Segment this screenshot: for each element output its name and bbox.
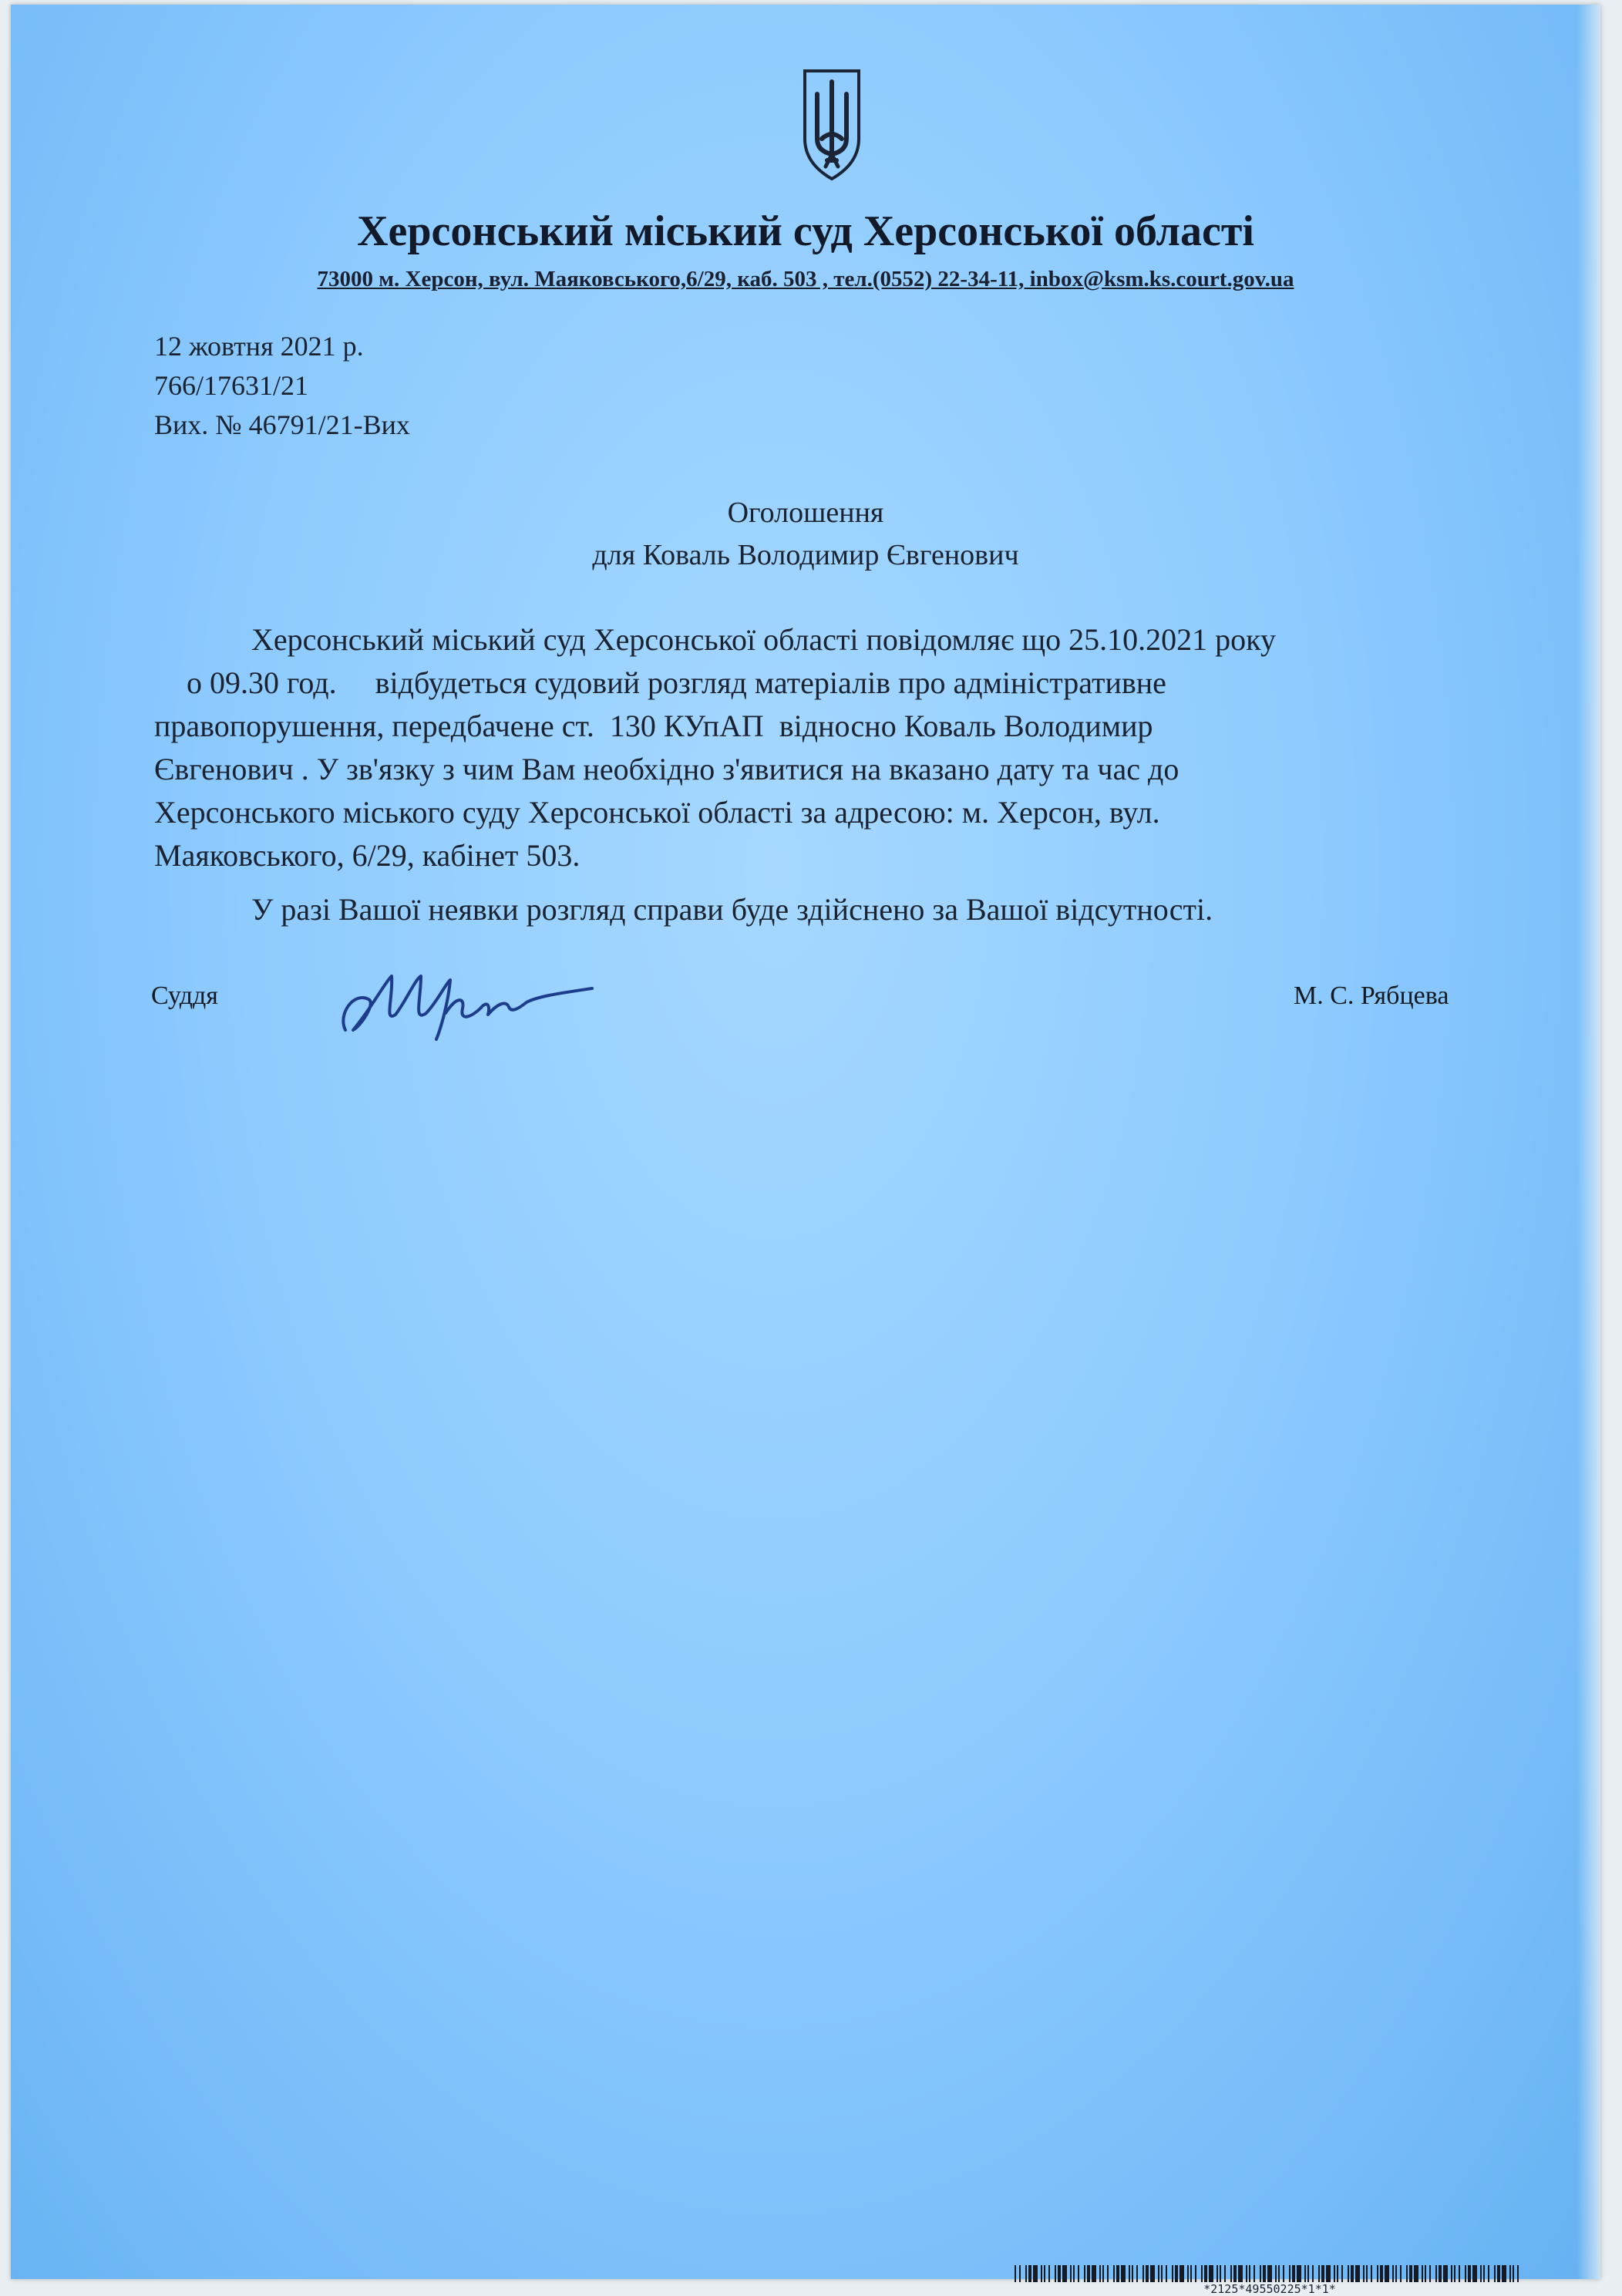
barcode-bar: [1062, 2265, 1067, 2282]
barcode-bar: [1146, 2265, 1149, 2282]
barcode-bar: [1107, 2265, 1109, 2282]
barcode-bar: [1121, 2265, 1126, 2282]
body-line-7: У разі Вашої неявки розгляд справи буде здійснено за Вашої відсутності.: [251, 892, 1213, 927]
handwritten-signature: [330, 953, 607, 1045]
barcode-bar: [1289, 2265, 1291, 2282]
barcode-bar: [1220, 2265, 1221, 2282]
barcode-bar: [1246, 2265, 1247, 2282]
barcode-bar: [1509, 2265, 1511, 2282]
barcode-bar: [1443, 2265, 1448, 2282]
barcode-bar: [1190, 2265, 1192, 2282]
barcode-bar: [1179, 2265, 1184, 2282]
barcode-bar: [1483, 2265, 1485, 2282]
barcode-bar: [1187, 2265, 1189, 2282]
barcode-bar: [1292, 2265, 1295, 2282]
barcode-bar: [1465, 2265, 1466, 2282]
barcode-bar: [1326, 2265, 1331, 2282]
barcode-bar: [1044, 2265, 1045, 2282]
barcode-bar: [1321, 2265, 1324, 2282]
notice-title: Оголошення: [727, 497, 884, 529]
barcode-bar: [1414, 2265, 1418, 2282]
body-line-1: Херсонський міський суд Херсонської області повідомляє що 25.10.2021 року: [251, 622, 1277, 657]
barcode-bar: [1175, 2265, 1178, 2282]
barcode-bar: [1195, 2265, 1196, 2282]
barcode-bar: [1087, 2265, 1090, 2282]
barcode-bar: [1224, 2265, 1226, 2282]
barcode-bar: [1385, 2265, 1389, 2282]
barcode-bar: [1260, 2265, 1261, 2282]
notice-addressee: для Коваль Володимир Євгенович: [592, 539, 1019, 571]
barcode-bar: [1341, 2265, 1343, 2282]
barcode-bar: [1480, 2265, 1482, 2282]
barcode-bar: [1230, 2265, 1232, 2282]
barcode-bar: [1468, 2265, 1471, 2282]
body-line-2: о 09.30 год. відбудеться судовий розгляд матеріалів про адміністративне: [187, 665, 1166, 700]
barcode-bar: [1136, 2265, 1138, 2282]
barcode-bar: [1395, 2265, 1397, 2282]
barcode-bar: [1392, 2265, 1394, 2282]
barcode-bar: [1304, 2265, 1306, 2282]
barcode-bar: [1041, 2265, 1042, 2282]
barcode-bar: [1502, 2265, 1506, 2282]
document-date: 12 жовтня 2021 р.: [154, 331, 364, 362]
barcode-bar: [1161, 2265, 1163, 2282]
barcode-bar: [1201, 2265, 1203, 2282]
barcode-bar: [1337, 2265, 1338, 2282]
barcode-bar: [1084, 2265, 1085, 2282]
outgoing-number: Вих. № 46791/21-Вих: [154, 409, 410, 440]
judge-label: Суддя: [151, 981, 218, 1010]
barcode-bar: [1318, 2265, 1320, 2282]
barcode-bar: [1028, 2265, 1031, 2282]
barcode-bar: [1092, 2265, 1096, 2282]
barcode-bar: [1283, 2265, 1284, 2282]
barcode-bar: [1312, 2265, 1314, 2282]
barcode-bar: [1209, 2265, 1213, 2282]
barcode-bar: [1348, 2265, 1349, 2282]
barcode-bar: [1459, 2265, 1460, 2282]
barcode-bar: [1377, 2265, 1378, 2282]
body-line-5: Херсонського міського суду Херсонської області за адресою: м. Херсон, вул.: [154, 795, 1160, 830]
barcode-bar: [1297, 2265, 1301, 2282]
barcode-bar: [1249, 2265, 1250, 2282]
barcode-bar: [1102, 2265, 1104, 2282]
barcode-bar: [1517, 2265, 1519, 2282]
barcode-bar: [1275, 2265, 1277, 2282]
barcode-bar: [1409, 2265, 1412, 2282]
body-line-3: правопорушення, передбачене ст. 130 КУпАП відносно Коваль Володимир: [154, 709, 1153, 743]
page-edge-strip: [1577, 5, 1600, 2279]
document-sheet: [11, 5, 1600, 2296]
barcode-bar: [1366, 2265, 1368, 2282]
barcode-bar: [1116, 2265, 1119, 2282]
barcode-bar: [1494, 2265, 1496, 2282]
barcode-bar: [1204, 2265, 1207, 2282]
barcode-bar: [1451, 2265, 1452, 2282]
barcode-bar: [1435, 2265, 1437, 2282]
barcode-bar: [1166, 2265, 1167, 2282]
barcode-bar: [1278, 2265, 1280, 2282]
case-number: 766/17631/21: [154, 370, 309, 401]
barcode-bar: [1425, 2265, 1426, 2282]
barcode-bar: [1351, 2265, 1354, 2282]
barcode-bar: [1172, 2265, 1173, 2282]
barcode-bar: [1406, 2265, 1408, 2282]
barcode-bar: [1400, 2265, 1402, 2282]
barcode-bar: [1497, 2265, 1500, 2282]
barcode-bar: [1019, 2265, 1021, 2282]
court-name: Херсонський міський суд Херсонської області: [357, 207, 1254, 255]
barcode-bar: [1025, 2265, 1027, 2282]
barcode-bar: [1380, 2265, 1383, 2282]
barcode-bar: [1307, 2265, 1309, 2282]
coat-of-arms-icon: [800, 68, 863, 182]
barcode-bar: [1142, 2265, 1144, 2282]
barcode-bar: [1150, 2265, 1155, 2282]
barcode-bar: [1099, 2265, 1101, 2282]
barcode-bar: [1070, 2265, 1072, 2282]
barcode-bar: [1254, 2265, 1255, 2282]
barcode-bar: [1488, 2265, 1489, 2282]
barcode-bar: [1216, 2265, 1218, 2282]
barcode-bar: [1363, 2265, 1365, 2282]
barcode-bar: [1454, 2265, 1455, 2282]
barcode-bar: [1073, 2265, 1075, 2282]
barcode-bar: [1158, 2265, 1159, 2282]
barcode-bar: [1058, 2265, 1061, 2282]
barcode-bar: [1233, 2265, 1237, 2282]
court-address-line: 73000 м. Херсон, вул. Маяковського,6/29, каб. 503 , тел.(0552) 22-34-11, inbox@ksm.ks.court.gov.ua: [317, 267, 1294, 291]
body-line-4: Євгенович . У зв'язку з чим Вам необхідно з'явитися на вказано дату та час до: [154, 752, 1179, 786]
barcode-bar: [1334, 2265, 1335, 2282]
body-line-6: Маяковського, 6/29, кабінет 503.: [154, 838, 580, 873]
barcode-bar: [1055, 2265, 1056, 2282]
barcode-bar: [1015, 2265, 1016, 2282]
barcode-bar: [1422, 2265, 1423, 2282]
barcode-bar: [1355, 2265, 1360, 2282]
barcode-bar: [1033, 2265, 1038, 2282]
barcode-bar: [1267, 2265, 1272, 2282]
judge-name: М. С. Рябцева: [1294, 981, 1449, 1010]
barcode: [1015, 2265, 1525, 2282]
barcode-text: *2125*49550225*1*1*: [1203, 2282, 1336, 2296]
barcode-bar: [1263, 2265, 1266, 2282]
barcode-bar: [1238, 2265, 1243, 2282]
barcode-bar: [1439, 2265, 1442, 2282]
barcode-bar: [1429, 2265, 1431, 2282]
barcode-bar: [1113, 2265, 1115, 2282]
barcode-bar: [1371, 2265, 1372, 2282]
barcode-bar: [1048, 2265, 1050, 2282]
barcode-bar: [1078, 2265, 1079, 2282]
barcode-bar: [1472, 2265, 1477, 2282]
barcode-bar: [1132, 2265, 1133, 2282]
barcode-bar: [1129, 2265, 1130, 2282]
barcode-bar: [1513, 2265, 1514, 2282]
